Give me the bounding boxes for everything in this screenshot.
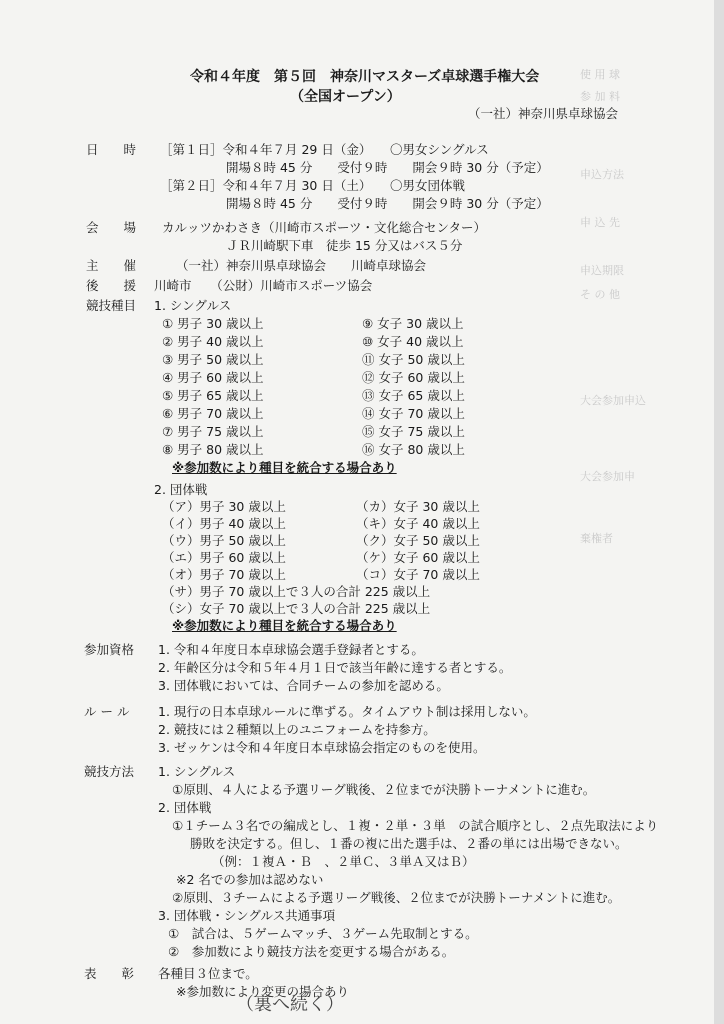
eligibility-label: 参加資格 — [84, 642, 135, 657]
eligibility-item: 1. 令和４年度日本卓球協会選手登録者とする。 — [158, 642, 424, 657]
doc-subtitle: （全国オープン） — [290, 89, 401, 105]
method-line: ①１チーム３名での編成とし、１複・２単・３単 の試合順序とし、２点先取法により — [172, 818, 659, 833]
method-line: ① 試合は、５ゲームマッチ、３ゲーム先取制とする。 — [168, 926, 478, 941]
team-heading: 2. 団体戦 — [154, 482, 208, 497]
eligibility-item: 3. 団体戦においては、合同チームの参加を認める。 — [158, 678, 449, 693]
doc-title: 令和４年度 第５回 神奈川マスターズ卓球選手権大会 — [190, 69, 540, 85]
method-line: 2. 団体戦 — [158, 800, 212, 815]
venue-access: ＪＲ川崎駅下車 徒歩 15 分又はバス５分 — [226, 238, 463, 253]
method-line: 1. シングルス — [158, 764, 236, 779]
list-item: （エ）男子 60 歳以上 — [162, 550, 286, 565]
list-item: ② 男子 40 歳以上 — [162, 334, 264, 349]
list-item: （キ）女子 40 歳以上 — [356, 516, 480, 531]
team-extra-men: （サ）男子 70 歳以上で３人の合計 225 歳以上 — [162, 584, 431, 599]
rules-label: ル ー ル — [84, 704, 130, 719]
award-text: 各種目３位まで。 — [158, 966, 258, 981]
singles-heading: 1. シングルス — [154, 298, 232, 313]
list-item: ③ 男子 50 歳以上 — [162, 352, 264, 367]
award-label: 表 彰 — [84, 966, 135, 981]
list-item: （ア）男子 30 歳以上 — [162, 499, 286, 514]
rules-item: 3. ゼッケンは令和４年度日本卓球協会指定のものを使用。 — [158, 740, 486, 755]
method-line: ② 参加数により競技方法を変更する場合がある。 — [168, 944, 455, 959]
list-item: ⑩ 女子 40 歳以上 — [362, 334, 464, 349]
method-label: 競技方法 — [84, 764, 135, 779]
list-item: （イ）男子 40 歳以上 — [162, 516, 286, 531]
award-note: ※参加数により変更の場合あり — [176, 984, 349, 999]
venue-name: カルッツかわさき（川崎市スポーツ・文化総合センター） — [162, 220, 487, 235]
list-item: ⑨ 女子 30 歳以上 — [362, 316, 464, 331]
rules-item: 2. 競技には２種類以上のユニフォームを持参方。 — [158, 722, 436, 737]
team-extra-women: （シ）女子 70 歳以上で３人の合計 225 歳以上 — [162, 601, 431, 616]
day2-time: 開場８時 45 分 受付９時 開会９時 30 分（予定） — [226, 196, 549, 211]
events-label: 競技種目 — [86, 298, 137, 313]
list-item: ① 男子 30 歳以上 — [162, 316, 264, 331]
support-label: 後 援 — [86, 278, 137, 293]
list-item: ⑤ 男子 65 歳以上 — [162, 388, 264, 403]
date-label: 日 時 — [86, 142, 137, 157]
list-item: ⑥ 男子 70 歳以上 — [162, 406, 264, 421]
list-item: （オ）男子 70 歳以上 — [162, 567, 286, 582]
venue-label: 会 場 — [86, 220, 137, 235]
method-line: ※2 名での参加は認めない — [176, 872, 324, 887]
list-item: ⑪ 女子 50 歳以上 — [362, 352, 465, 367]
day1-date: ［第１日］令和４年７月 29 日（金） — [160, 142, 372, 157]
page-edge — [714, 0, 724, 1024]
method-line: 勝敗を決定する。但し、１番の複に出た選手は、２番の単には出場できない。 — [190, 836, 628, 851]
method-line: （例：１複Ａ・Ｂ 、２単Ｃ、３単Ａ又はＢ） — [212, 854, 475, 869]
list-item: ④ 男子 60 歳以上 — [162, 370, 264, 385]
singles-note: ※参加数により種目を統合する場合あり — [172, 460, 397, 475]
day1-time: 開場８時 45 分 受付９時 開会９時 30 分（予定） — [226, 160, 549, 175]
list-item: ⑭ 女子 70 歳以上 — [362, 406, 465, 421]
list-item: ⑯ 女子 80 歳以上 — [362, 442, 465, 457]
day2-event: 〇男女団体戦 — [390, 178, 466, 193]
list-item: ⑦ 男子 75 歳以上 — [162, 424, 264, 439]
method-line: ①原則、４人による予選リーグ戦後、２位までが決勝トーナメントに進む。 — [172, 782, 596, 797]
list-item: ⑮ 女子 75 歳以上 — [362, 424, 465, 439]
list-item: （ウ）男子 50 歳以上 — [162, 533, 286, 548]
day2-date: ［第２日］令和４年７月 30 日（土） — [160, 178, 372, 193]
rules-item: 1. 現行の日本卓球ルールに準ずる。タイムアウト制は採用しない。 — [158, 704, 536, 719]
method-line: ②原則、３チームによる予選リーグ戦後、２位までが決勝トーナメントに進む。 — [172, 890, 621, 905]
day1-event: 〇男女シングルス — [390, 142, 489, 157]
organizer: （一社）神奈川県卓球協会 — [468, 106, 619, 121]
list-item: （カ）女子 30 歳以上 — [356, 499, 480, 514]
eligibility-item: 2. 年齢区分は令和５年４月１日で該当年齢に達する者とする。 — [158, 660, 512, 675]
support: 川崎市 （公財）川崎市スポーツ協会 — [154, 278, 373, 293]
continued-note: （裏へ続く） — [236, 994, 344, 1015]
team-note: ※参加数により種目を統合する場合あり — [172, 618, 397, 633]
host: （一社）神奈川県卓球協会 川崎卓球協会 — [176, 258, 427, 273]
host-label: 主 催 — [86, 258, 137, 273]
list-item: （ケ）女子 60 歳以上 — [356, 550, 480, 565]
list-item: ⑧ 男子 80 歳以上 — [162, 442, 264, 457]
list-item: ⑫ 女子 60 歳以上 — [362, 370, 465, 385]
list-item: ⑬ 女子 65 歳以上 — [362, 388, 465, 403]
method-line: 3. 団体戦・シングルス共通事項 — [158, 908, 336, 923]
list-item: （ク）女子 50 歳以上 — [356, 533, 480, 548]
list-item: （コ）女子 70 歳以上 — [356, 567, 480, 582]
